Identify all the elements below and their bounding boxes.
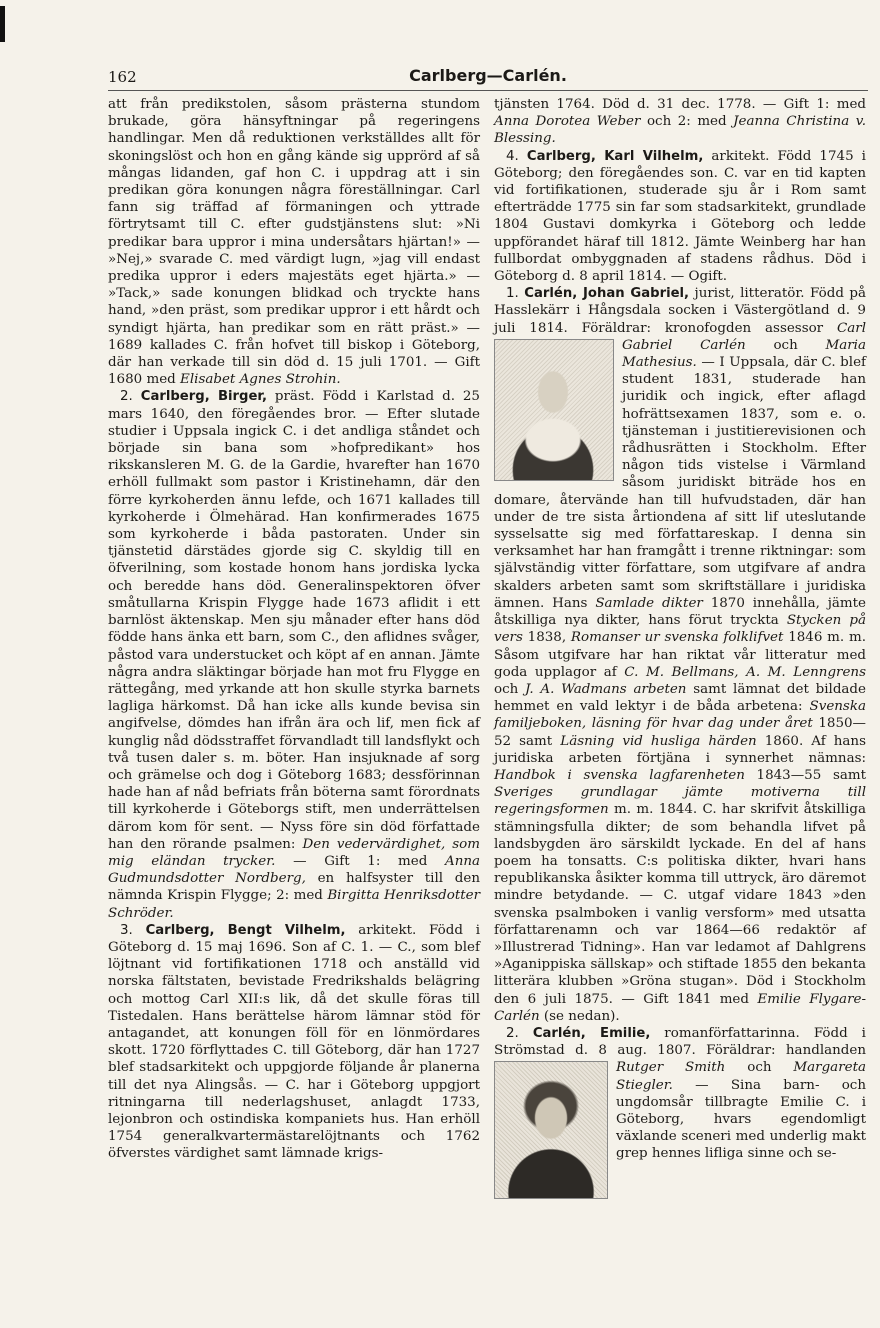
entry-number: 4. [506, 148, 519, 164]
entry-number: 2. [506, 1025, 519, 1041]
page-number: 162 [108, 68, 137, 86]
entry-number: 3. [120, 922, 133, 938]
left-column [108, 96, 480, 1163]
entry-carlberg-birger: 2. Carlberg, Birger, präst. Född i Karlstad d. 25 mars 1640, den föregåendes bror. — Efter slutade studier i Uppsala ingick C. i det andliga ståndet och började sin bana som »hofpredikant» hos rikskansleren M. G. de la Gardie, hvarefter han 1670 erhöll fullmakt som pastor i Kristinehamn, där den förre kyrkoherden ännu lefde, och 1671 kallades till kyrkoherde i Ölmehärad. Han konfirmerades 1675 som kyrkoherde i båda pastoraten. Under sin tjänstetid därstädes gjorde sig C. skyldig till en öfverilning, som kostade honom hans jordiska lycka och beredde hans död. Generalinspektoren öfver småtullarna Krispin Flygge hade 1673 aflidit i ett barnlöst äktenskap. Men sju månader efter hans död födde hans änka ett barn, som C., den aflidnes svåger, påstod vara understucket och köpt af en annan. Jämte några andra släktingar började han mot fru Flygge en rättegång, med yrkande att hon skulle styrka barnets lagliga härkomst. Då han icke alls kunde bevisa sin angifvelse, dömdes han ifrån ära och lif, men fick af kunglig nåd dödsstraffet förvandladt till landsflykt och två tusen daler s. m. böter. Han insjuknade af sorg och grämelse och dog i Göteborg 1683; dessförinnan hade han af nåd befriats från böterna samt förordnats till kyrkoherde i Göteborgs stift, men underrättelsen därom kom för sent. — Nyss före sin död författade han den rörande psalmen: Den vedervärdighet, som mig eländan trycker. — Gift 1: med Anna Gudmundsdotter Nordberg, en halfsyster till den nämnda Krispin Flygge; 2: med Birgitta Henriksdotter Schröder. [108, 389, 481, 921]
header-rule [108, 90, 868, 91]
entry-number: 1. [506, 286, 519, 302]
entry-headword: Carlberg, Karl Vilhelm, [526, 148, 704, 164]
entry-carlberg-karl-vilhelm: 4. Carlberg, Karl Vilhelm, arkitekt. Född 1745 i Göteborg; den föregåendes son. C. var en tid kapten vid fortifikationen, studerade sju år i Rom samt efterträdde 1775 sin far som stadsarkitekt, grundlade 1804 Gustavi domkyrka i Göteborg och ledde uppförandet häraf till 1812. Jämte Weinberg har han fullbordat ombyggnaden af stadens rådhus. Död i Göteborg d. 8 april 1814. — Ogift. [494, 148, 866, 285]
entry-carlen-emilie: 2. Carlén, Emilie, romanförfattarinna. Född i Strömstad d. 8 aug. 1807. Föräldrar: handlanden Rutger Smith och Margareta Stiegler. — Sina barn- och ungdomsår tillbragte Emilie C. i Göteborg, hvars egendomligt växlande sceneri med underlig makt grep hennes lifliga sinne och se- [494, 1025, 866, 1163]
entry-headword: Carlén, Johan Gabriel, [524, 286, 690, 302]
entry-headword: Carlberg, Birger, [140, 389, 267, 405]
entry-continuation: tjänsten 1764. Död d. 31 dec. 1778. — Gift 1: med Anna Dorotea Weber och 2: med Jeanna Christina v. Blessing. [494, 97, 866, 147]
running-head: Carlberg—Carlén. [409, 66, 567, 85]
entry-headword: Carlberg, Bengt Vilhelm, [145, 922, 346, 938]
right-column [494, 96, 866, 1201]
entry-number: 2. [120, 389, 133, 405]
entry-carlen-johan-gabriel: 1. Carlén, Johan Gabriel, jurist, litteratör. Född på Hasslekärr i Hångsdala socken i Västergötland d. 9 juli 1814. Föräldrar: kronofogden assessor Carl Gabriel Carlén och Maria Mathesius. — I Uppsala, där C. blef student 1831, studerade han juridik och ingick, efter aflagd hofrättsexamen 1837, som e. o. tjänsteman i justitierevisionen och rådhusrätten i Stockholm. Efter någon tids vistelse i Värmland såsom juridiskt biträde hos en domare, återvände han till hufvudstaden, där han under de tre sista årtiondena af sitt lif uteslutande sysselsatte sig med författareskap. I denna sin verksamhet har han framgått i trenne riktningar: som självständig vitter författare, som utgifvare af andra skalders arbeten samt som skriftställare i juridiska ämnen. Hans Samlade dikter 1870 innehålla, jämte åtskilliga nya dikter, hans förut tryckta Stycken på vers 1838, Romanser ur svenska folklifvet 1846 m. m. Såsom utgifvare har han riktat vår litteratur med goda upplagor af C. M. Bellmans, A. M. Lenngrens och J. A. Wadmans arbeten samt lämnat det bildade hemmet en vald lektyr i de båda arbetena: Svenska familjeboken, läsning för hvar dag under året 1850—52 samt Läsning vid husliga härden 1860. Af hans juridiska arbeten förtjäna i synnerhet nämnas: Handbok i svenska lagfarenheten 1843—55 samt Sveriges grundlagar jämte motiverna till regeringsformen m. m. 1844. C. har skrifvit åtskilliga stämningsfulla dikter; de som behandla lifvet på landsbygden äro särskildt lyckade. En del af hans poem ha tonsatts. C:s politiska dikter, hvari hans republikanska åsikter komma till uttryck, äro däremot mindre betydande. — C. utgaf vidare 1843 »den svenska psalmboken i vanlig versform» med utsatta författarenamn och var 1864—66 redaktör af »Illustrerad Tidning». Han var ledamot af Dahlgrens »Aganippiska sällskap» och stiftade 1855 den bekanta litterära klubben »Gröna stugan». Död i Stockholm den 6 juli 1875. — Gift 1841 med Emilie Flygare-Carlén (se nedan). [494, 286, 867, 1024]
entry-carlberg-bengt-vilhelm: 3. Carlberg, Bengt Vilhelm, arkitekt. Född i Göteborg d. 15 maj 1696. Son af C. 1. — C., som blef löjtnant vid fortifikationen 1718 och anställd vid norska fältstaten, bevistade Fredrikshalds belägring och mottog Carl XII:s lik, då det skulle föras till Tistedalen. Hans berättelse härom lämnar stöd för antagandet, att konungen föll för en lönmördares skott. 1720 förflyttades C. till Göteborg, där han 1727 blef stadsarkitekt och uppgjorde följande år planerna till det nya Alingsås. — C. har i Göteborg uppgjort ritningarna till nederlagshuset, anlagdt 1733, lejonbron och ostindiska kompaniets hus. Han erhöll 1754 generalkvartermästarelöjtnants och 1762 öfverstes värdighet samt lämnade krigs- [108, 922, 480, 1162]
portrait-emilie-carlen [494, 1061, 608, 1199]
margin-mark [0, 6, 5, 42]
entry-headword: Carlén, Emilie, [532, 1025, 651, 1041]
portrait-johan-gabriel-carlen [494, 339, 614, 481]
page-header [108, 64, 868, 90]
entry-continuation: att från predikstolen, såsom prästerna stundom brukade, göra hänsyftningar på regeringens handlingar. Men då reduktionen verkställdes allt för skoningslöst och hon en gång kände sig upprörd af så mångas lidanden, gaf hon C. i uppdrag att i sin predikan göra konungen några föreställningar. Carl fann sig träffad af förmaningen och yttrade förtrytsamt till C. efter gudstjänstens slut: »Ni predikar bara uppror i mina undersåtars hjärtan!» — »Nej,» svarade C. med värdigt lugn, »jag vill endast predika uppror i eders majestäts eget hjärta.» — »Tack,» sade konungen blidkad och tryckte hans hand, »den präst, som predikar uppror i ett hårdt och syndigt hjärta, han predikar som en rätt präst.» — 1689 kallades C. från hofvet till biskop i Göteborg, där han verkade till sin död d. 15 juli 1701. — Gift 1680 med Elisabet Agnes Strohin. [108, 97, 480, 388]
